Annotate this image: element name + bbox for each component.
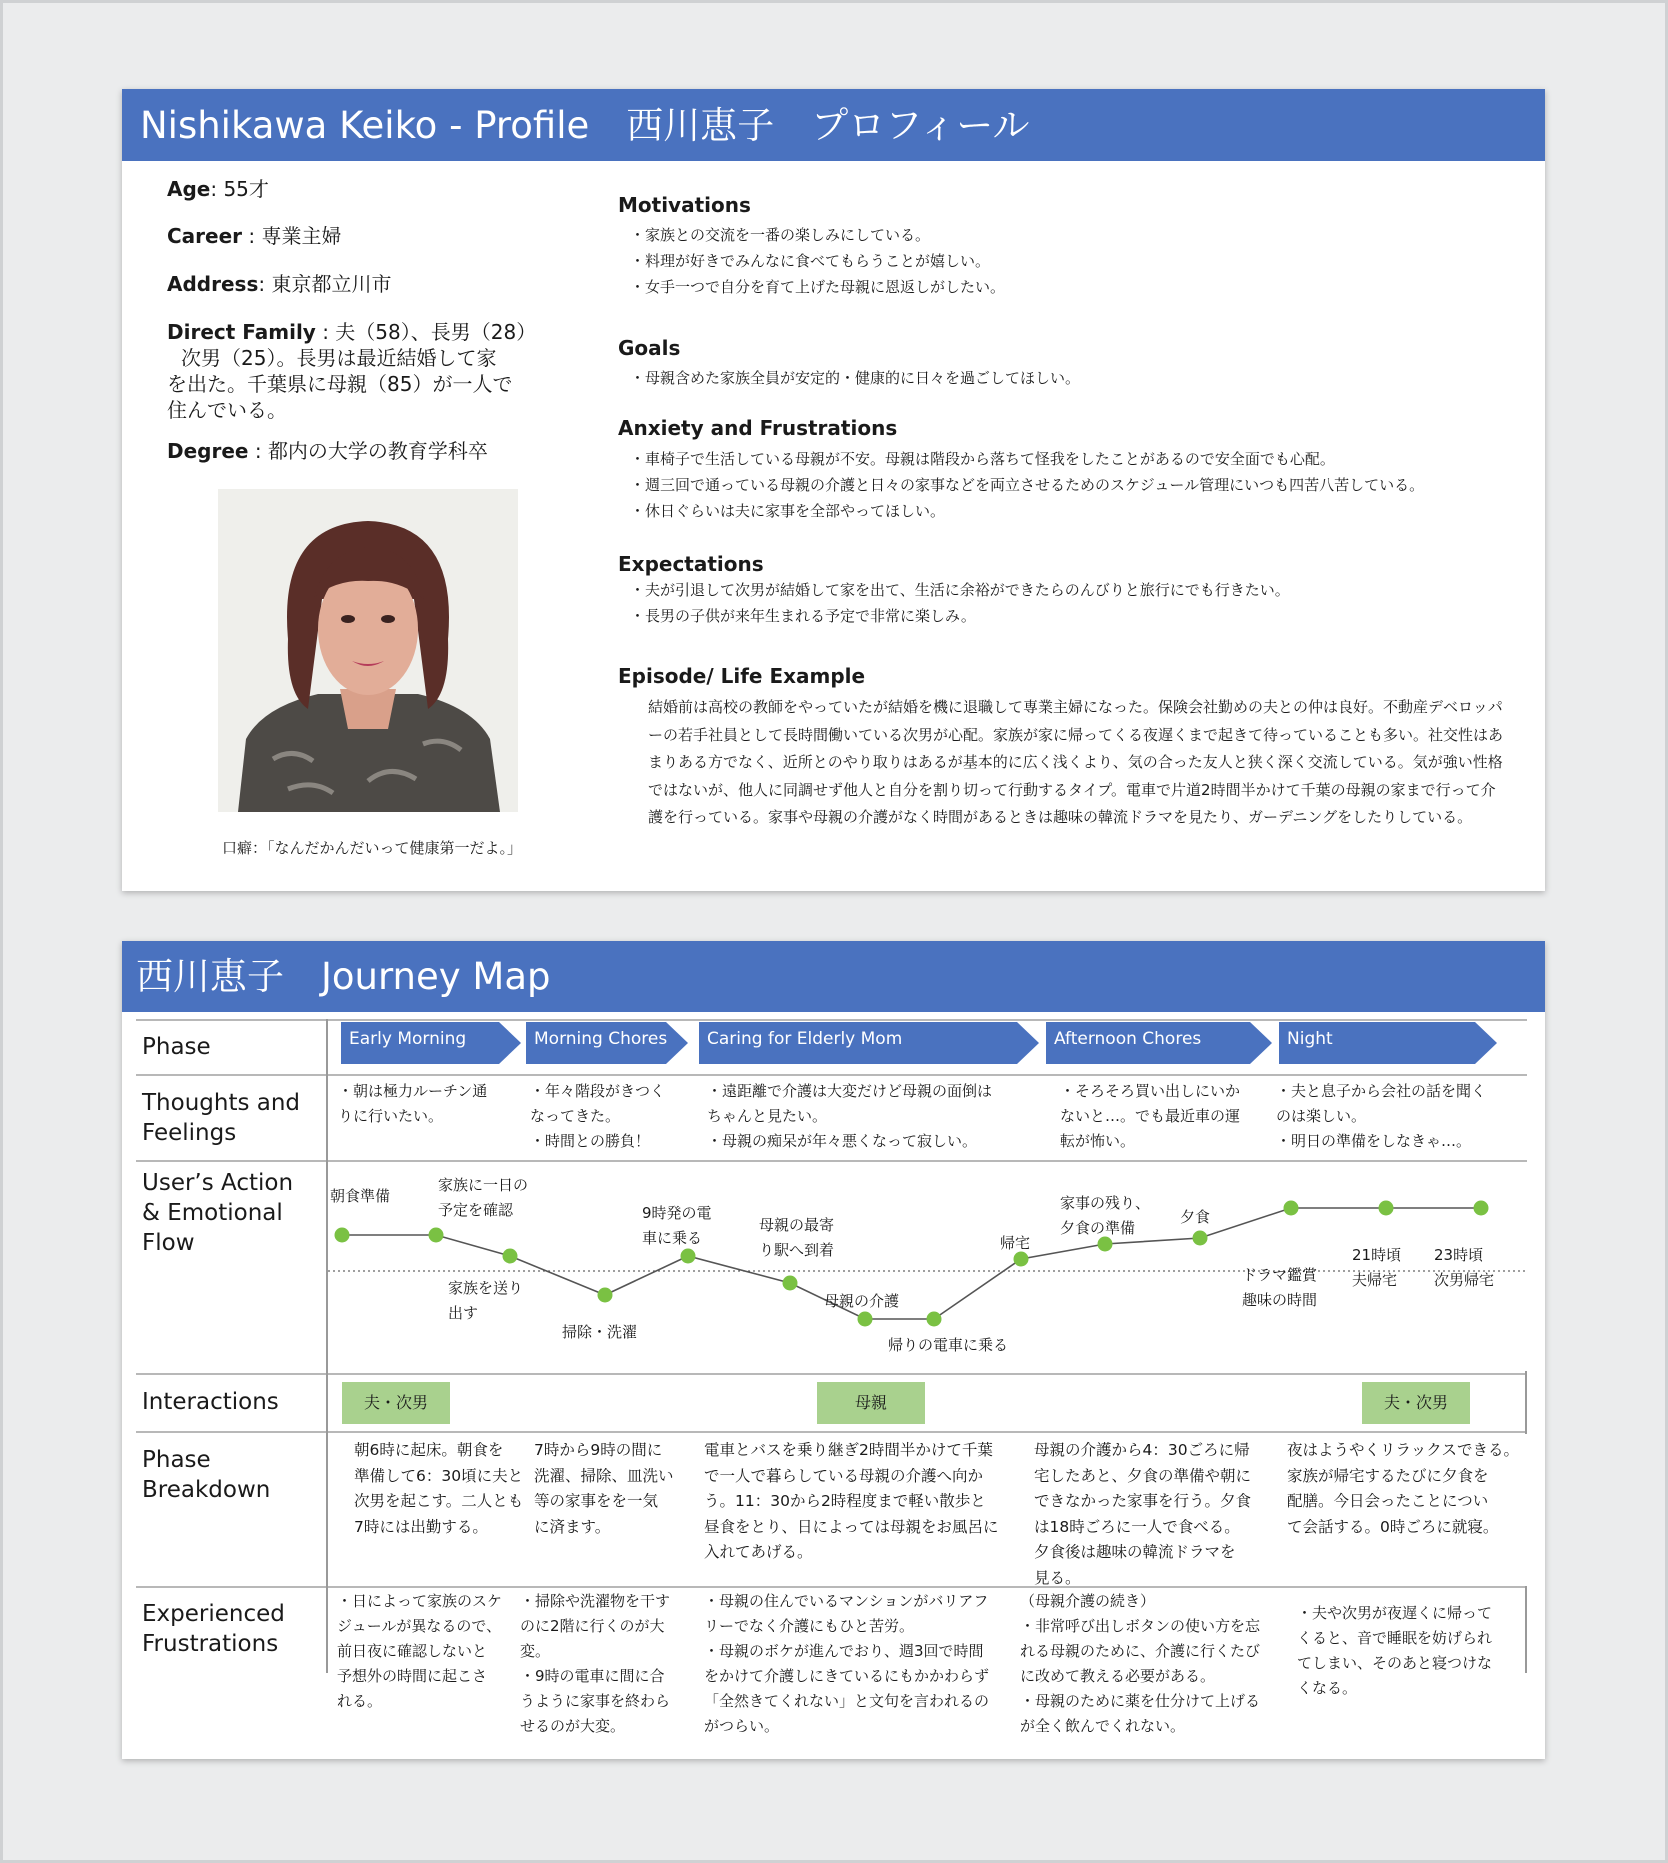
action-label-line: 趣味の時間 <box>1242 1291 1318 1309</box>
frustration-line: リーでなく介護にもひと苦労。 <box>704 1617 915 1635</box>
breakdown-line: 夜はようやくリラックスできる。 <box>1287 1441 1520 1459</box>
emotion-point <box>598 1288 613 1303</box>
emotion-point <box>1193 1231 1208 1246</box>
frustration-line: 「全然きてくれない」と文句を言われるの <box>704 1692 990 1710</box>
goals-title: Goals <box>618 336 681 360</box>
breakdown-line: は18時ごろに一人で食べる。 <box>1034 1517 1240 1536</box>
phase-label: Night <box>1287 1029 1333 1049</box>
phase-label: Early Morning <box>349 1029 467 1049</box>
thoughts-line: のは楽しい。 <box>1276 1107 1367 1125</box>
phase-label: Morning Chores <box>534 1029 668 1049</box>
family-label: Direct Family <box>167 320 316 344</box>
thoughts-line: ・遠距離で介護は大変だけど母親の面倒は <box>707 1082 993 1100</box>
breakdown-line: 電車とバスを乗り継ぎ2時間半かけて千葉 <box>704 1441 993 1459</box>
breakdown-line: に済ます。 <box>534 1517 611 1536</box>
frustration-line: （母親介護の続き） <box>1020 1592 1156 1610</box>
phase-label: Afternoon Chores <box>1054 1029 1202 1049</box>
emotion-point <box>1379 1201 1394 1216</box>
action-label <box>759 1213 834 1263</box>
emotion-point <box>1284 1201 1299 1216</box>
action-label-line: 予定を確認 <box>438 1201 514 1219</box>
thoughts-line: ・夫と息子から会社の話を聞く <box>1276 1082 1487 1100</box>
list-item: ・料理が好きでみんなに食べてもらうことが嬉しい。 <box>630 252 991 270</box>
anxiety-list <box>630 446 1424 524</box>
action-label-line: 23時頃 <box>1434 1246 1484 1264</box>
action-label <box>448 1276 523 1326</box>
frustration-cell <box>1020 1589 1260 1739</box>
breakdown-line: 母親の介護から4：30ごろに帰 <box>1034 1441 1250 1459</box>
catchphrase-quote: 口癖：「なんだかんだいって健康第一だよ。」 <box>221 839 522 857</box>
row-label-phase: Phase <box>142 1034 211 1060</box>
thoughts-line: 転が怖い。 <box>1060 1132 1136 1150</box>
degree-value: : 都内の大学の教育学科卒 <box>248 439 488 463</box>
breakdown-line: 家族が帰宅するたびに夕食を <box>1287 1466 1489 1485</box>
anxiety-title: Anxiety and Frustrations <box>618 416 898 440</box>
action-label-line: 夕食の準備 <box>1060 1219 1136 1237</box>
list-item: ・長男の子供が来年生まれる予定で非常に楽しみ。 <box>630 607 976 625</box>
list-item: ・車椅子で生活している母親が不安。母親は階段から落ちて怪我をしたことがあるので安全面でも心配。 <box>630 450 1335 468</box>
action-label-line: 次男帰宅 <box>1434 1271 1495 1289</box>
frustration-line: ・掃除や洗濯物を干す <box>520 1592 671 1610</box>
frustration-line: うように家事を終わら <box>520 1692 671 1710</box>
action-label <box>1242 1263 1317 1313</box>
row-label-line: Thoughts and <box>142 1090 301 1116</box>
breakdown-line: 等の家事をを一気 <box>534 1492 659 1511</box>
thoughts-line: りに行いたい。 <box>338 1107 444 1125</box>
emotion-point <box>783 1276 798 1291</box>
action-label-line: 21時頃 <box>1352 1246 1402 1264</box>
emotion-point <box>335 1228 350 1243</box>
row-label-line: Experienced <box>142 1601 285 1627</box>
frustration-cell <box>704 1589 989 1739</box>
action-label-line: 帰りの電車に乗る <box>888 1336 1009 1354</box>
expectations-title: Expectations <box>618 552 764 576</box>
age-label: Age <box>167 177 211 201</box>
action-label-line: 母親の介護 <box>824 1292 900 1310</box>
breakdown-line: 宅したあと、夕食の準備や朝に <box>1034 1466 1252 1485</box>
episode-title: Episode/ Life Example <box>618 664 866 688</box>
list-item: ・家族との交流を一番の楽しみにしている。 <box>630 226 931 244</box>
row-label-line: Feelings <box>142 1120 237 1146</box>
action-label <box>330 1184 390 1209</box>
breakdown-line: 朝6時に起床。朝食を <box>354 1441 504 1459</box>
breakdown-line: 見る。 <box>1034 1568 1081 1587</box>
emotion-point <box>1474 1201 1489 1216</box>
address-row <box>167 271 391 297</box>
frustration-line: れる。 <box>337 1692 383 1710</box>
action-label <box>1180 1205 1210 1230</box>
thoughts-line: ちゃんと見たい。 <box>707 1107 828 1125</box>
family-line: 住んでいる。 <box>167 398 287 422</box>
action-label <box>438 1173 528 1223</box>
breakdown-cell <box>1034 1438 1251 1592</box>
breakdown-line: 洗濯、掃除、皿洗い <box>534 1466 674 1485</box>
action-label <box>1060 1191 1150 1241</box>
action-label-line: 夫帰宅 <box>1352 1271 1398 1289</box>
profile-photo <box>218 489 518 812</box>
action-label-line: 掃除・洗濯 <box>562 1323 638 1341</box>
frustration-line: 予想外の時間に起こさ <box>337 1667 488 1685</box>
motivations-title: Motivations <box>618 193 751 217</box>
thoughts-line: ・時間との勝負！ <box>530 1132 651 1150</box>
address-label: Address <box>167 272 259 296</box>
frustration-line: ・母親のボケが進んでおり、週3回で時間 <box>704 1642 984 1660</box>
breakdown-line: 7時には出勤する。 <box>354 1517 488 1536</box>
interaction-badge: 母親 <box>817 1382 925 1424</box>
frustration-line: がつらい。 <box>704 1717 780 1735</box>
family-value: : 夫（58）、長男（28） <box>315 320 537 344</box>
thoughts-line: ・朝は極力ルーチン通 <box>338 1082 488 1100</box>
frustration-line: ・母親の住んでいるマンションがバリアフ <box>704 1592 989 1610</box>
family-line: を出た。千葉県に母親（85）が一人で <box>167 372 513 396</box>
action-label-line: 帰宅 <box>1000 1234 1031 1252</box>
breakdown-line: 次男を起こす。二人とも <box>354 1492 524 1511</box>
row-label-interactions: Interactions <box>142 1389 279 1415</box>
action-label-line: 家族に一日の <box>438 1176 529 1194</box>
frustration-line: ジュールが異なるので、 <box>337 1617 502 1635</box>
frustration-line: れる母親のために、介護に行くたび <box>1020 1642 1261 1660</box>
frustration-line: くなる。 <box>1297 1679 1358 1697</box>
thoughts-line: ・年々階段がきつく <box>530 1082 666 1100</box>
action-label-line: 家事の残り、 <box>1060 1194 1151 1212</box>
emotion-point <box>429 1228 444 1243</box>
frustration-line: をかけて介護しにきているにもかかわらず <box>704 1667 990 1685</box>
thoughts-line: ・明日の準備をしなきゃ…。 <box>1276 1132 1472 1150</box>
family-line: 次男（25）。長男は最近結婚して家 <box>181 346 497 370</box>
thoughts-line: ・そろそろ買い出しにいか <box>1060 1082 1241 1100</box>
frustration-line: ・非常呼び出しボタンの使い方を忘 <box>1020 1617 1261 1635</box>
profile-title: Nishikawa Keiko - Profile 西川恵子 プロフィール <box>122 89 1545 161</box>
frustration-line: に改めて教える必要がある。 <box>1020 1667 1216 1685</box>
interaction-badge: 夫・次男 <box>342 1382 450 1424</box>
career-row <box>167 223 341 249</box>
frustration-line: が全く飲んでくれない。 <box>1020 1717 1186 1735</box>
action-label-line: ドラマ鑑賞 <box>1242 1266 1318 1284</box>
emotion-point <box>927 1312 942 1327</box>
frustration-cell <box>337 1589 502 1714</box>
career-label: Career <box>167 224 243 248</box>
list-item: ・休日ぐらいは夫に家事を全部やってほしい。 <box>630 502 946 520</box>
thoughts-line: ないと…。でも最近車の運 <box>1060 1107 1241 1125</box>
frustration-line: ・母親のために薬を仕分けて上げる <box>1020 1692 1261 1710</box>
action-label <box>1352 1243 1401 1293</box>
breakdown-line: できなかった家事を行う。夕食 <box>1034 1492 1252 1511</box>
action-label <box>1434 1243 1494 1293</box>
breakdown-line: 準備して6：30頃に夫と <box>354 1466 524 1485</box>
action-label <box>642 1201 712 1251</box>
degree-row <box>167 438 488 464</box>
address-value: : 東京都立川市 <box>258 272 392 296</box>
breakdown-line: 7時から9時の間に <box>534 1441 663 1459</box>
age-value: : 55才 <box>210 177 269 201</box>
breakdown-cell <box>354 1438 523 1540</box>
breakdown-cell <box>1287 1438 1519 1540</box>
frustration-line: くると、音で睡眠を妨げられ <box>1297 1629 1493 1647</box>
breakdown-line: う。11：30から2時程度まで軽い散歩と <box>704 1492 986 1511</box>
frustration-line: 変。 <box>520 1642 551 1660</box>
breakdown-line: 入れてあげる。 <box>704 1543 813 1562</box>
frustration-line: ・9時の電車に間に合 <box>520 1667 665 1685</box>
breakdown-line: 昼食をとり、日によっては母親をお風呂に <box>704 1517 999 1536</box>
motivations-list <box>630 222 1005 300</box>
frustration-line: ・日によって家族のスケ <box>337 1592 503 1610</box>
row-label-line: Flow <box>142 1230 195 1256</box>
frustration-cell <box>520 1589 670 1739</box>
row-label-line: User’s Action <box>142 1170 294 1196</box>
action-label-line: 車に乗る <box>642 1229 703 1247</box>
journey-card <box>122 941 1545 1759</box>
action-label <box>888 1333 1008 1358</box>
journey-title: 西川恵子 Journey Map <box>122 941 1545 1012</box>
profile-card <box>122 89 1545 891</box>
list-item: ・夫が引退して次男が結婚して家を出て、生活に余裕ができたらのんびりと旅行にでも行きたい。 <box>630 581 1290 599</box>
age-row <box>167 176 269 202</box>
action-label <box>1000 1231 1030 1256</box>
list-item: ・女手一つで自分を育て上げた母親に恩返しがしたい。 <box>630 278 1006 296</box>
breakdown-line: て会話する。0時ごろに就寝。 <box>1287 1517 1499 1536</box>
breakdown-line: で一人で暮らしている母親の介護へ向か <box>704 1466 984 1485</box>
frustration-line: せるのが大変。 <box>520 1717 626 1735</box>
breakdown-cell <box>534 1438 674 1540</box>
degree-label: Degree <box>167 439 249 463</box>
frustration-line: てしまい、そのあと寝つけな <box>1297 1654 1493 1672</box>
phase-label: Caring for Elderly Mom <box>707 1029 903 1049</box>
action-label-line: 9時発の電 <box>642 1204 712 1222</box>
list-item: ・母親含めた家族全員が安定的・健康的に日々を過ごしてほしい。 <box>630 369 1081 387</box>
action-label-line: 家族を送り <box>448 1279 524 1297</box>
action-label-line: り駅へ到着 <box>759 1241 835 1259</box>
thoughts-line: ・母親の痴呆が年々悪くなって寂しい。 <box>707 1132 978 1150</box>
family-row <box>167 319 536 423</box>
action-label-line: 母親の最寄 <box>759 1216 835 1234</box>
breakdown-cell <box>704 1438 999 1566</box>
list-item: ・週三回で通っている母親の介護と日々の家事などを両立させるためのスケジュール管理にいつも四苦八苦している。 <box>630 476 1425 494</box>
interaction-badge: 夫・次男 <box>1362 1382 1470 1424</box>
expectations-list <box>630 577 1290 629</box>
breakdown-line: 夕食後は趣味の韓流ドラマを <box>1034 1543 1236 1562</box>
emotion-point <box>503 1249 518 1264</box>
goals-list <box>630 365 1080 391</box>
frustration-line: のに2階に行くのが大 <box>520 1617 665 1635</box>
action-label <box>562 1320 637 1345</box>
row-label-line: & Emotional <box>142 1200 283 1226</box>
episode-text: 結婚前は高校の教師をやっていたが結婚を機に退職して専業主婦になった。保険会社勤めの夫との仲は良好。不動産デベロッパーの若手社員として長時間働いている次男が心配。家族が家に帰ってくる夜遅くまで起きて待っていることも多い。社交性はあまりある方でなく、近所とのやり取りはあるが基本的に広く浅くより、気の合った友人と狭く深く交流している。気が強い性格ではないが、他人に同調せず他人と自分を割り切って行動するタイプ。電車で片道2時間半かけて千葉の母親の家まで行って介護を行っている。家事や母親の介護がなく時間があるときは趣味の韓流ドラマを見たり、ガーデニングをしたりしている。 <box>648 698 1504 826</box>
action-label <box>824 1289 899 1314</box>
action-label-line: 出す <box>448 1304 479 1322</box>
breakdown-line: 配膳。今日会ったことについ <box>1287 1492 1489 1511</box>
frustration-line: ・夫や次男が夜遅くに帰って <box>1297 1604 1493 1622</box>
row-label-line: Frustrations <box>142 1631 279 1657</box>
row-label-line: Breakdown <box>142 1477 271 1503</box>
action-label-line: 夕食 <box>1180 1208 1211 1226</box>
career-value: : 専業主婦 <box>242 224 342 248</box>
portrait-illustration <box>218 489 518 812</box>
action-label-line: 朝食準備 <box>330 1187 391 1205</box>
frustration-line: 前日夜に確認しないと <box>337 1642 488 1660</box>
frustration-cell <box>1297 1601 1492 1701</box>
row-label-line: Phase <box>142 1447 211 1473</box>
thoughts-line: なってきた。 <box>530 1107 621 1125</box>
